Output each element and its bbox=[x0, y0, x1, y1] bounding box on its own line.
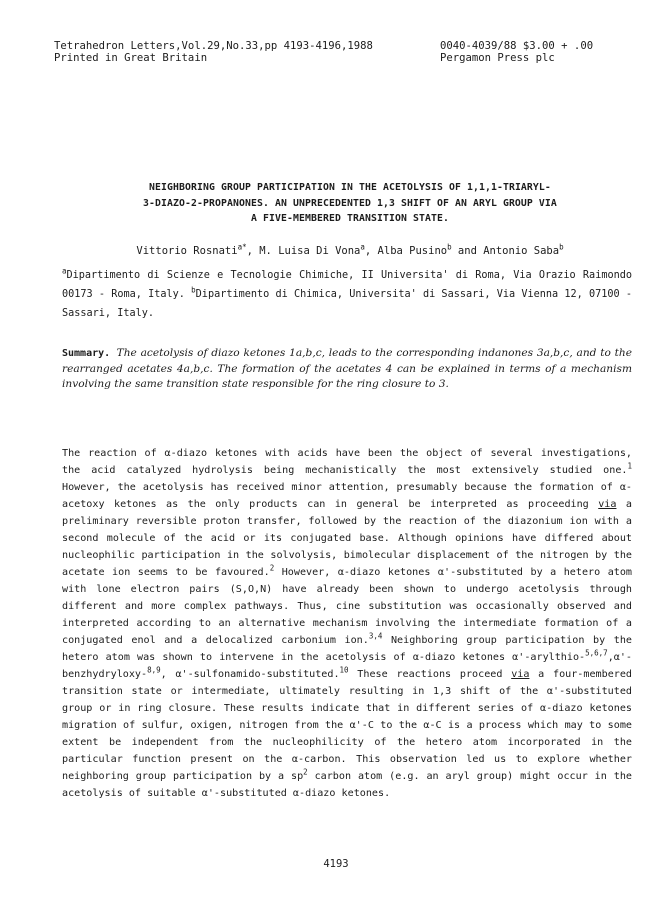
title-line-2: 3-DIAZO-2-PROPANONES. AN UNPRECEDENTED 1,3 SHIFT OF AN ARYL GROUP VIA bbox=[143, 197, 557, 209]
body-sentence: carbon atom (e.g. an aryl group) might occur in the acetolysis of suitable α'-substituted α-diazo ketones. bbox=[62, 771, 632, 799]
reference-marker: 3,4 bbox=[368, 631, 383, 641]
body-sentence: Neighboring group participation by the hetero atom was shown to intervene in the acetolysis of α-diazo ketones α'-arylthio- bbox=[62, 635, 632, 663]
via-emphasis: via bbox=[511, 669, 530, 680]
affiliation-b-marker: b bbox=[191, 285, 196, 295]
author-1-affil: a* bbox=[237, 242, 247, 252]
author-3-affil: b bbox=[447, 242, 452, 252]
title-line-1: NEIGHBORING GROUP PARTICIPATION IN THE ACETOLYSIS OF 1,1,1-TRIARYL- bbox=[149, 182, 551, 193]
author-2: , M. Luisa Di Vona bbox=[246, 245, 361, 257]
author-list bbox=[70, 242, 630, 257]
printed-in: Printed in Great Britain bbox=[54, 52, 208, 64]
page-number: 4193 bbox=[323, 858, 349, 870]
via-emphasis: via bbox=[598, 499, 617, 510]
body-sentence: ,α'-benzhydryloxy- bbox=[62, 652, 632, 680]
summary-text: The acetolysis of diazo ketones 1a,b,c, leads to the corresponding indanones 3a,b,c, and to the rearranged acetates 4a,b,c. The formation of the acetates 4 can be explained in terms of a mechanism involving the same transition state responsible for the ring closure to 3. bbox=[62, 347, 632, 391]
publisher: Pergamon Press plc bbox=[440, 52, 555, 64]
author-4: and Antonio Saba bbox=[451, 245, 560, 257]
body-sentence: The reaction of α-diazo ketones with acids have been the object of several investigations, the acid catalyzed hydrolysis being mechanistically the most extensively studied one. bbox=[62, 448, 632, 476]
reference-marker: 10 bbox=[339, 665, 349, 675]
author-1: Vittorio Rosnati bbox=[136, 245, 238, 257]
affiliation-a: Dipartimento di Scienze e Tecnologie Chimiche, II Universita' di Roma, Via Orazio Raimondo 00173 - Roma, Italy. bbox=[62, 270, 632, 300]
reference-marker: 2 bbox=[269, 563, 275, 573]
body-sentence: , α'-sulfonamido-substituted. bbox=[160, 669, 340, 680]
affiliation-a-marker: a bbox=[62, 266, 67, 276]
affiliations bbox=[62, 266, 632, 323]
author-2-affil: a bbox=[360, 242, 365, 252]
body-paragraph bbox=[62, 445, 632, 802]
reference-marker: 1 bbox=[627, 461, 632, 471]
body-sentence: These reactions proceed bbox=[348, 669, 512, 680]
paper-title bbox=[90, 180, 610, 227]
summary-label: Summary. bbox=[62, 348, 111, 359]
affiliation-b: Dipartimento di Chimica, Universita' di Sassari, Via Vienna 12, 07100 - Sassari, Italy. bbox=[62, 289, 632, 319]
author-4-affil: b bbox=[559, 242, 564, 252]
summary bbox=[62, 346, 632, 393]
body-text bbox=[62, 445, 632, 802]
body-sentence: a preliminary reversible proton transfer, followed by the reaction of the diazonium ion with a second molecule of the acid or its conjugated base. Although opinions have differed about nucleophilic participation in the solvolysis, bimolecular displacement of the nitrogen by the acetate ion seems to be favoured. bbox=[62, 499, 633, 578]
journal-citation: Tetrahedron Letters,Vol.29,No.33,pp 4193-4196,1988 bbox=[54, 40, 373, 52]
superscript: 2 bbox=[303, 767, 308, 777]
reference-marker: 8,9 bbox=[147, 665, 161, 675]
reference-marker: 5,6,7 bbox=[585, 648, 608, 658]
body-sentence: a four-membered transition state or intermediate, ultimately resulting in 1,3 shift of the α'-substituted group or in ring closure. These results indicate that in different series of α-diazo ketones migration of sulfur, oxigen, nitrogen from the α'-C to the α-C is a process which may to some extent be independent from the nucleophilicity of the hetero atom incorporated in the particular function present on the α-carbon. This observation led us to explore whether neighboring group participation by a sp bbox=[62, 669, 632, 782]
body-sentence: However, α-diazo ketones α'-substituted by a hetero atom with lone electron pairs (S,O,N) have already been shown to undergo acetolysis through different and more complex pathways. Thus, cine substitution was occasionally observed and interpreted according to an alternative mechanism involving the intermediate formation of a conjugated enol and a delocalized carbonium ion. bbox=[62, 567, 633, 646]
author-3: , Alba Pusino bbox=[364, 245, 448, 257]
title-line-3: A FIVE-MEMBERED TRANSITION STATE. bbox=[251, 213, 449, 224]
body-sentence: However, the acetolysis has received minor attention, presumably because the formation of α-acetoxy ketones as the only products can in general be interpreted as proceeding bbox=[62, 482, 632, 510]
issn-price: 0040-4039/88 $3.00 + .00 bbox=[440, 40, 594, 52]
